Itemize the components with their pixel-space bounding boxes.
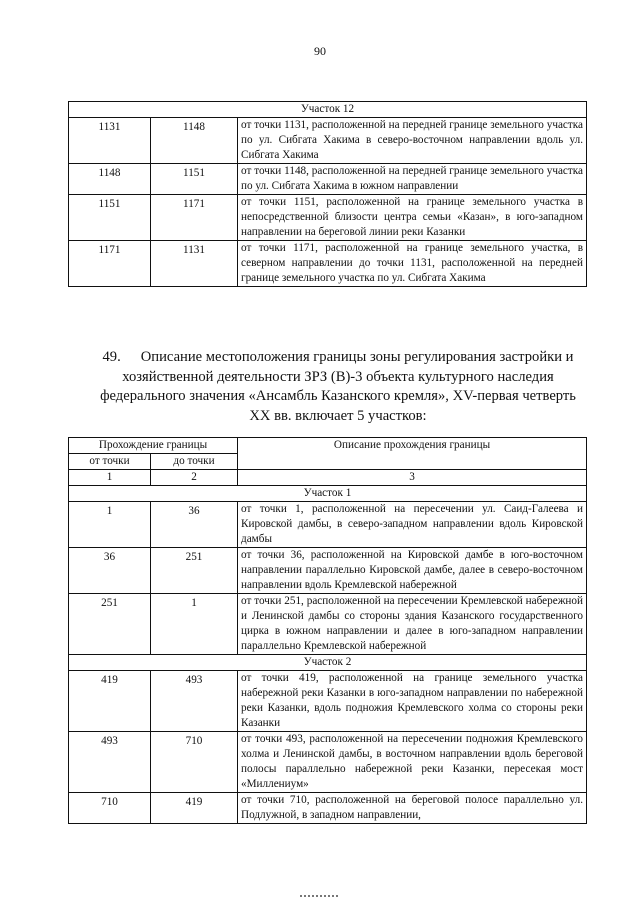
boundary-description: от точки 419, расположенной на границе земельного участка набережной реки Казанки в юго-западном направлении по набережной реки Казанки, вдоль подножия Кремлевского холма со стороны реки Казанки <box>238 671 587 732</box>
to-point: 710 <box>151 732 238 793</box>
table-row <box>69 164 587 195</box>
boundary-table-section-12 <box>68 101 587 287</box>
to-point: 251 <box>151 548 238 594</box>
boundary-description: от точки 1, расположенной на пересечении ул. Саид-Галеева и Кировской дамбы, в северо-западном направлении вдоль Кировской дамбы <box>238 502 587 548</box>
boundary-description: от точки 1171, расположенной на границе земельного участка, в северном направлении до точки 1131, расположенной на передней границе земельного участка по ул. Сибгата Хакима <box>238 241 587 287</box>
table-row <box>69 195 587 241</box>
page-number: 90 <box>314 44 326 58</box>
header-row <box>69 438 587 454</box>
boundary-description: от точки 1131, расположенной на передней границе земельного участка по ул. Сибгата Хакима в северо-восточном направлении вдоль ул. Сибгата Хакима <box>238 118 587 164</box>
section-title: Участок 12 <box>69 102 587 118</box>
table-row <box>69 732 587 793</box>
boundary-table-zrz-v3 <box>68 437 587 824</box>
to-point: 36 <box>151 502 238 548</box>
section-header-row <box>69 486 587 502</box>
from-point: 251 <box>69 594 151 655</box>
from-point: 36 <box>69 548 151 594</box>
boundary-description: от точки 36, расположенной на Кировской дамбе в юго-восточном направлении параллельно Кировской дамбе, далее в северо-восточном направлении вдоль Кремлевской набережной <box>238 548 587 594</box>
header-to: до точки <box>151 454 238 470</box>
from-point: 1 <box>69 502 151 548</box>
section-header-row <box>69 655 587 671</box>
table-row <box>69 502 587 548</box>
table-row <box>69 671 587 732</box>
table-row <box>69 793 587 824</box>
column-number: 1 <box>69 470 151 486</box>
boundary-description: от точки 710, расположенной на береговой полосе параллельно ул. Подлужной, в западном направлении, <box>238 793 587 824</box>
table-row <box>69 594 587 655</box>
boundary-description: от точки 251, расположенной на пересечении Кремлевской набережной и Ленинской дамбы со стороны здания Казанского государственного цирка в южном направлении и далее в юго-западном направлении параллельно Кремлевской набережной <box>238 594 587 655</box>
to-point: 419 <box>151 793 238 824</box>
column-number-row <box>69 470 587 486</box>
table-row <box>69 548 587 594</box>
to-point: 1131 <box>151 241 238 287</box>
heading-number: 49. <box>102 349 121 365</box>
section-title: Участок 1 <box>69 486 587 502</box>
to-point: 493 <box>151 671 238 732</box>
from-point: 493 <box>69 732 151 793</box>
from-point: 1148 <box>69 164 151 195</box>
to-point: 1 <box>151 594 238 655</box>
section-header-row <box>69 102 587 118</box>
boundary-description: от точки 493, расположенной на пересечении подножия Кремлевского холма и Ленинской дамбы, в восточном направлении вдоль береговой полосы параллельно набережной реки Казанки, пересекая мост «Миллениум» <box>238 732 587 793</box>
table-row <box>69 118 587 164</box>
from-point: 1171 <box>69 241 151 287</box>
section-heading <box>100 348 576 426</box>
from-point: 710 <box>69 793 151 824</box>
from-point: 1151 <box>69 195 151 241</box>
section-title: Участок 2 <box>69 655 587 671</box>
boundary-description: от точки 1148, расположенной на передней границе земельного участка по ул. Сибгата Хакима в южном направлении <box>238 164 587 195</box>
header-from: от точки <box>69 454 151 470</box>
to-point: 1171 <box>151 195 238 241</box>
heading-text: Описание местоположения границы зоны регулирования застройки и хозяйственной деятельности ЗРЗ (В)-3 объекта культурного наследия федерального значения «Ансамбль Казанского кремля», XV-первая четверть XX вв. включает 5 участков: <box>100 349 576 424</box>
from-point: 419 <box>69 671 151 732</box>
header-description: Описание прохождения границы <box>238 438 587 470</box>
scan-footer-mark <box>300 895 340 897</box>
from-point: 1131 <box>69 118 151 164</box>
table-row <box>69 241 587 287</box>
column-number: 3 <box>238 470 587 486</box>
header-group: Прохождение границы <box>69 438 238 454</box>
boundary-description: от точки 1151, расположенной на границе земельного участка в непосредственной близости центра семьи «Казан», в юго-западном направлении на береговой линии реки Казанки <box>238 195 587 241</box>
to-point: 1151 <box>151 164 238 195</box>
column-number: 2 <box>151 470 238 486</box>
to-point: 1148 <box>151 118 238 164</box>
